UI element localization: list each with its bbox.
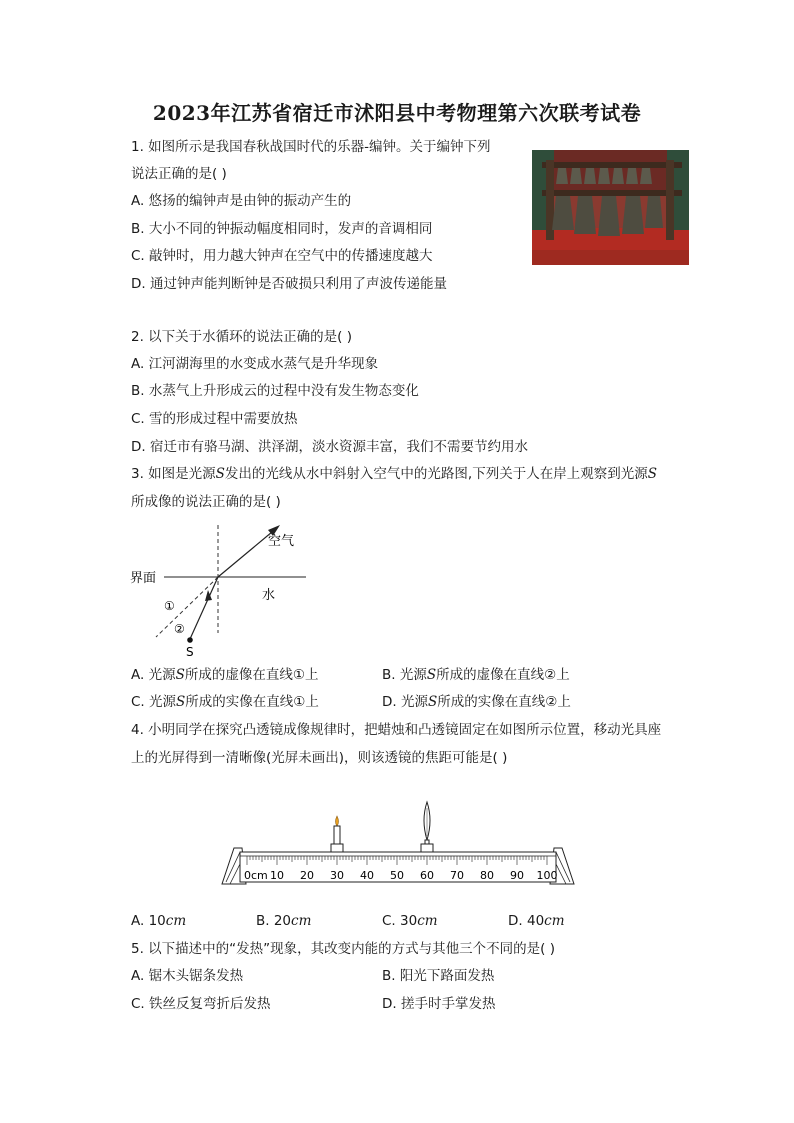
q4-d-num: D. 40 (508, 913, 545, 929)
line1-label: ① (164, 599, 175, 613)
bench-label: 60 (420, 869, 434, 882)
q5-option-c: C. 铁丝反复弯折后发热 (131, 996, 271, 1012)
q1-stem-line1: 1. 如图所示是我国春秋战国时代的乐器-编钟。关于编钟下列 (131, 139, 491, 155)
q3-stem-line1 (131, 465, 657, 483)
q3-d-s: S (427, 694, 438, 710)
water-label: 水 (262, 588, 276, 603)
q3-c-post: 所成的实像在直线①上 (185, 694, 319, 710)
bianzhong-photo (532, 150, 689, 265)
bench-label: 100 (536, 869, 558, 882)
q4-option-a (131, 912, 186, 930)
q5-option-a: A. 锯木头锯条发热 (131, 968, 244, 984)
q3-stem-s2: S (647, 466, 657, 482)
q4-option-b (256, 912, 311, 930)
q3-option-b (382, 666, 570, 684)
q3-option-a (131, 666, 318, 684)
q4-stem-line1: 4. 小明同学在探究凸透镜成像规律时，把蜡烛和凸透镜固定在如图所示位置，移动光具座 (131, 722, 662, 738)
q1-stem-line2: 说法正确的是( ) (131, 166, 227, 182)
q4-b-num: B. 20 (256, 913, 292, 929)
bench-label: 30 (330, 869, 344, 882)
q3-b-pre: B. 光源 (382, 667, 427, 683)
q3-c-s: S (176, 694, 186, 710)
q2-option-b: B. 水蒸气上升形成云的过程中没有发生物态变化 (131, 383, 419, 399)
candle (331, 816, 343, 852)
page-title: 2023年江苏省宿迁市沭阳县中考物理第六次联考试卷 (152, 101, 642, 125)
optical-bench (220, 800, 576, 890)
line2-label: ② (174, 622, 185, 636)
q4-option-c (382, 912, 438, 930)
q3-stem-part2: 发出的光线从水中斜射入空气中的光路图,下列关于人在岸上观察到光源 (224, 466, 648, 482)
q3-a-pre: A. 光源 (131, 667, 176, 683)
q2-option-c: C. 雪的形成过程中需要放热 (131, 411, 298, 427)
q2-option-d: D. 宿迁市有骆马湖、洪泽湖，淡水资源丰富，我们不需要节约用水 (131, 439, 528, 455)
interface-label: 界面 (130, 571, 157, 586)
bench-label: 20 (300, 869, 314, 882)
q1-option-a: A. 悠扬的编钟声是由钟的振动产生的 (131, 193, 352, 209)
q5-stem: 5. 以下描述中的“发热”现象，其改变内能的方式与其他三个不同的是( ) (131, 941, 555, 957)
q3-a-post: 所成的虚像在直线①上 (184, 667, 319, 683)
q2-option-a: A. 江河湖海里的水变成水蒸气是升华现象 (131, 356, 379, 372)
q3-stem-part1: 3. 如图是光源 (131, 466, 216, 482)
q4-d-unit: cm (544, 913, 565, 929)
refraction-diagram (128, 515, 318, 660)
q1-option-c: C. 敲钟时，用力越大钟声在空气中的传播速度越大 (131, 248, 433, 264)
bench-label: 40 (360, 869, 374, 882)
q3-stem-s1: S (215, 466, 225, 482)
q4-c-unit: cm (417, 913, 438, 929)
q3-option-d (382, 693, 571, 711)
q3-stem-line2: 所成像的说法正确的是( ) (131, 494, 281, 510)
bench-label: 70 (450, 869, 464, 882)
q1-option-b: B. 大小不同的钟振动幅度相同时，发声的音调相同 (131, 221, 433, 237)
q2-stem: 2. 以下关于水循环的说法正确的是( ) (131, 329, 352, 345)
convex-lens (421, 802, 433, 852)
q4-c-num: C. 30 (382, 913, 418, 929)
q4-b-unit: cm (291, 913, 312, 929)
q4-a-num: A. 10 (131, 913, 166, 929)
q4-a-unit: cm (165, 913, 187, 929)
q4-option-d (508, 912, 565, 930)
bench-label: 90 (510, 869, 524, 882)
q5-option-b: B. 阳光下路面发热 (382, 968, 495, 984)
bench-label: 80 (480, 869, 494, 882)
source-s-label: S (186, 645, 194, 659)
q3-d-post: 所成的实像在直线②上 (437, 694, 571, 710)
q3-option-c (131, 693, 319, 711)
bench-label: 50 (390, 869, 404, 882)
bench-label: 0cm (244, 869, 268, 882)
q3-b-s: S (426, 667, 437, 683)
q3-c-pre: C. 光源 (131, 694, 177, 710)
air-label: 空气 (268, 534, 295, 549)
q1-option-d: D. 通过钟声能判断钟是否破损只利用了声波传递能量 (131, 276, 447, 292)
q3-d-pre: D. 光源 (382, 694, 428, 710)
q4-stem-line2: 上的光屏得到一清晰像(光屏未画出)，则该透镜的焦距可能是( ) (131, 750, 508, 766)
q3-b-post: 所成的虚像在直线②上 (436, 667, 570, 683)
bench-label: 10 (270, 869, 284, 882)
q3-a-s: S (175, 667, 185, 683)
q5-option-d: D. 搓手时手掌发热 (382, 996, 496, 1012)
